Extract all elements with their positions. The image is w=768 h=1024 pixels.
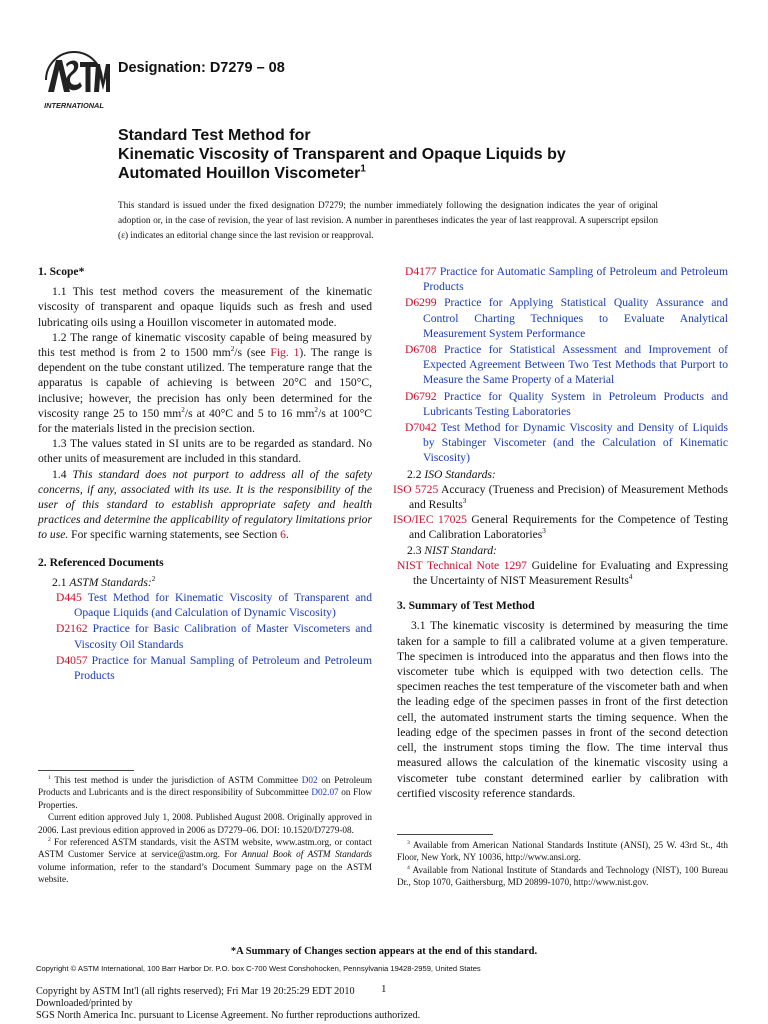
title-line-3 bbox=[118, 164, 678, 183]
astm-standard-code[interactable]: D4177 bbox=[405, 265, 437, 278]
astm-standard-item bbox=[397, 342, 728, 388]
download-line-2: Downloaded/printed by bbox=[36, 997, 133, 1009]
astm-standard-item bbox=[397, 295, 728, 341]
astm-standard-title[interactable]: Practice for Applying Statistical Quality Assurance and Control Charting Techniques to Evaluate Analytical Measurement System Performance bbox=[423, 296, 728, 340]
footnote-4: $^4$ Available from National Institute of Standards and Technology (NIST), 100 Bureau Dr., Stop 1070, Gaithersburg, MD 20899-1070, http://www.nist.gov. bbox=[397, 864, 728, 888]
iso-standard-footnote-mark: 3 bbox=[462, 497, 467, 506]
iso-standard-code[interactable]: ISO 5725 bbox=[393, 482, 439, 496]
astm-standard-item bbox=[397, 420, 728, 466]
astm-standard-code[interactable]: D6299 bbox=[405, 296, 437, 310]
astm-standard-code[interactable]: D445 bbox=[56, 591, 82, 605]
astm-standard-item bbox=[397, 389, 728, 419]
scope-1-3: 1.3 The values stated in SI units are to be regarded as standard. No other units of measurement are included in this standard. bbox=[38, 437, 372, 466]
iso-standards-subheading: 2.2 ISO Standards: bbox=[407, 467, 496, 481]
d0207-link[interactable]: D02.07 bbox=[311, 787, 339, 798]
astm-standards-list-right bbox=[397, 264, 728, 466]
download-line-1: Copyright by ASTM Int'l (all rights reserved); Fri Mar 19 20:25:29 EDT 2010 bbox=[36, 986, 355, 997]
iso-standard-footnote-mark: 3 bbox=[542, 527, 546, 536]
astm-standard-title[interactable]: Practice for Manual Sampling of Petroleum and Petroleum Products bbox=[74, 653, 372, 683]
astm-standard-code[interactable]: D4057 bbox=[56, 653, 88, 667]
footnote-edition: Current edition approved July 1, 2008. Published August 2008. Originally approved in 2006. Last previous edition approved in 2006 as D7279–06. DOI: 10.1520/D7279-08. bbox=[38, 812, 372, 835]
title-line-2: Kinematic Viscosity of Transparent and Opaque Liquids by bbox=[118, 146, 566, 163]
astm-standard-code[interactable]: D2162 bbox=[56, 622, 88, 636]
iso-standard-item bbox=[393, 482, 728, 512]
scope-1-4: 1.4 This standard does not purport to address all of the safety concerns, if any, associated with its use. It is the responsibility of the user of this standard to establish appropriate safety and health practices and determine the applicability of regulatory limitations prior to use. For specific warning statements, see Section 6. bbox=[38, 467, 373, 542]
nist-standard-code[interactable]: NIST Technical Note 1297 bbox=[397, 558, 527, 572]
footnotes-left bbox=[38, 774, 372, 886]
astm-standard-title[interactable]: Practice for Basic Calibration of Master Viscometers and Viscosity Oil Standards bbox=[74, 622, 372, 651]
summary-3-1: 3.1 The kinematic viscosity is determined by measuring the time taken for a sample to fill a calibrated volume at a given temperature. The specimen is introduced into the apparatus and then flows into the viscometer tube which is equipped with two detection cells. The specimen reaches the test temperature of the viscometer bath and when the leading edge of the specimen passes in front of the first detection cell, the automated instrument starts the timing sequence. When the leading edge of the specimen passes in front of the second detection cell, the instrument stops timing the flow. The time interval thus measured allows the calculation of the kinematic viscosity using a viscometer tube constant determined earlier by calibration with certified viscosity reference standards. bbox=[397, 619, 728, 800]
title-line-1: Standard Test Method for bbox=[118, 127, 311, 144]
iso-standards-list bbox=[393, 482, 728, 543]
astm-standards-subheading: 2.1 ASTM Standards:$^2$ bbox=[52, 575, 156, 589]
footnote-divider-right bbox=[397, 834, 493, 835]
footnote-1: $^1$ This test method is under the jurisdiction of ASTM Committee D02 on Petroleum Products and Lubricants and is the direct responsibility of Subcommittee D02.07 on Flow Properties. bbox=[38, 774, 373, 810]
iso-standard-title: General Requirements for the Competence of Testing and Calibration Laboratories bbox=[409, 513, 728, 542]
fig-1-link[interactable]: Fig. 1 bbox=[270, 346, 300, 360]
summary-of-changes-note: *A Summary of Changes section appears at the end of this standard. bbox=[230, 946, 538, 957]
summary-heading: 3. Summary of Test Method bbox=[397, 599, 535, 613]
download-line-3: SGS North America Inc. pursuant to License Agreement. No further reproductions authorized. bbox=[36, 1009, 421, 1021]
astm-standard-title[interactable]: Test Method for Dynamic Viscosity and Density of Liquids by Stabinger Viscometer (and the Calculation of Kinematic Viscosity) bbox=[423, 421, 728, 465]
title-footnote-mark: 1 bbox=[360, 163, 366, 175]
left-column bbox=[38, 264, 372, 684]
page-number: 1 bbox=[381, 983, 387, 995]
iso-standard-title: Accuracy (Trueness and Precision) of Measurement Methods and Results bbox=[409, 482, 728, 512]
nist-standard-item: NIST Technical Note 1297 Guideline for Evaluating and Expressing the Uncertainty of NIST Measurement Results$^4$ bbox=[397, 558, 728, 588]
download-notice bbox=[36, 986, 420, 1021]
section-6-link[interactable]: 6 bbox=[280, 528, 286, 542]
scope-1-1: 1.1 This test method covers the measurement of the kinematic viscosity of transparent and opaque liquids such as fresh and used lubricating oils using a Houillon viscometer in automated mode. bbox=[38, 285, 372, 329]
scope-heading: 1. Scope* bbox=[38, 265, 85, 278]
footnote-divider-left bbox=[38, 770, 134, 771]
astm-logo bbox=[36, 50, 112, 112]
astm-standard-code[interactable]: D6708 bbox=[405, 343, 437, 357]
issue-note: This standard is issued under the fixed designation D7279; the number immediately following the designation indicates the year of original adoption or, in the case of revision, the year of last revision. A number in parentheses indicates the year of last reapproval. A superscript epsilon (ε) indicates an editorial change since the last revision or reapproval. bbox=[118, 201, 658, 241]
astm-standards-list-left bbox=[38, 590, 372, 683]
scope-1-2: 1.2 The range of kinematic viscosity capable of being measured by this test method is from 2 to 1500 $mm^2/s$ (see Fig. 1). The range is dependent on the tube constant utilized. The temperature range that the apparatus is capable of achieving is between 20°C and 150°C, inclusive; however, the precision has only been determined for the viscosity range 25 to 150 $mm^2/s$ at 40°C and 5 to 16 $mm^2/s$ at 100°C for the materials listed in the precision section. bbox=[38, 330, 372, 436]
footnote-2: $^2$ For referenced ASTM standards, visit the ASTM website, www.astm.org, or contact ASTM Customer Service at service@astm.org. For Annual Book of ASTM Standards volume information, refer to the standard’s Document Summary page on the ASTM website. bbox=[38, 836, 372, 885]
d02-link[interactable]: D02 bbox=[301, 775, 318, 785]
astm-standard-code[interactable]: D7042 bbox=[405, 421, 437, 435]
nist-standard-subheading: 2.3 NIST Standard: bbox=[407, 543, 497, 557]
astm-standard-title[interactable]: Test Method for Kinematic Viscosity of Transparent and Opaque Liquids (and Calculation of Dynamic Viscosity) bbox=[74, 591, 372, 620]
footnotes-right bbox=[397, 839, 728, 889]
iso-standard-item bbox=[393, 512, 728, 542]
referenced-documents-heading: 2. Referenced Documents bbox=[38, 555, 164, 569]
astm-standard-title[interactable]: Practice for Automatic Sampling of Petroleum and Petroleum Products bbox=[423, 265, 728, 294]
astm-standard-item bbox=[48, 590, 372, 620]
iso-standard-code[interactable]: ISO/IEC 17025 bbox=[393, 513, 467, 527]
document-title bbox=[118, 126, 678, 183]
astm-standard-title[interactable]: Practice for Statistical Assessment and Improvement of Expected Agreement Between Two Test Methods that Purport to Measure the Same Property of a Material bbox=[423, 343, 728, 387]
astm-standard-item bbox=[48, 653, 372, 683]
astm-standard-item bbox=[48, 621, 372, 651]
astm-standard-item bbox=[397, 264, 728, 294]
title-line-3-text: Automated Houillon Viscometer bbox=[118, 165, 361, 182]
astm-standard-code[interactable]: D6792 bbox=[405, 389, 437, 403]
astm-standard-title[interactable]: Practice for Quality System in Petroleum Products and Lubricants Testing Laboratories bbox=[423, 389, 728, 418]
copyright-line: Copyright © ASTM International, 100 Barr Harbor Dr. P.O. box C-700 West Conshohocken, Pennsylvania 19428-2959, United States bbox=[36, 964, 481, 973]
logo-text: INTERNATIONAL bbox=[44, 101, 104, 110]
designation: Designation: D7279 – 08 bbox=[118, 60, 285, 76]
right-column bbox=[393, 264, 728, 801]
footnote-3: $^3$ Available from American National Standards Institute (ANSI), 25 W. 43rd St., 4th Floor, New York, NY 10036, http://www.ansi.org. bbox=[397, 839, 728, 863]
